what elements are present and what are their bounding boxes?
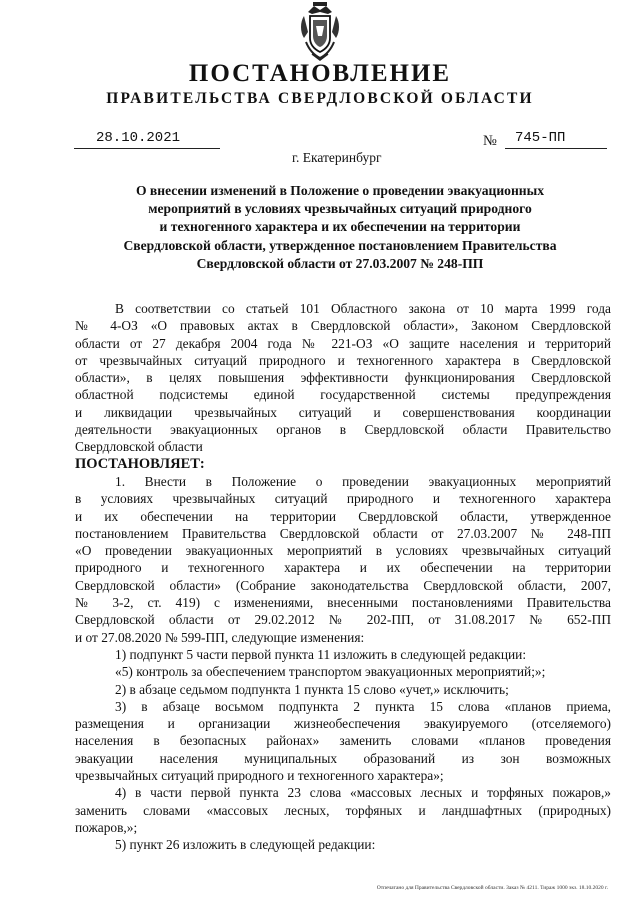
text-line: заменить словами «массовых лесных, торфяных и ландшафтных (природных) bbox=[75, 802, 611, 818]
document-body bbox=[75, 300, 611, 854]
text-line: и ликвидации чрезвычайных ситуаций и совершенствования координации bbox=[75, 404, 611, 420]
text-line: области», в целях повышения эффективности функционирования Свердловской bbox=[75, 370, 611, 386]
city-label: г. Екатеринбург bbox=[292, 150, 382, 165]
decree-keyword: ПОСТАНОВЛЯЕТ: bbox=[75, 455, 205, 472]
subitem-2: 2) в абзаце седьмом подпункта 1 пункта 15 слово «учет,» исключить; bbox=[115, 681, 509, 697]
text-line: эвакуации населения муниципальных образований из зон возможных bbox=[75, 750, 611, 766]
title-line: и техногенного характера и их обеспечении на территории bbox=[159, 219, 521, 235]
text-line: 1. Внести в Положение о проведении эвакуационных мероприятий bbox=[115, 473, 611, 489]
text-line: 3) в абзаце восьмом подпункта 2 пункта 15 слова «планов приема, bbox=[115, 698, 611, 714]
text-line: В соответствии со статьей 101 Областного закона от 10 марта 1999 года bbox=[115, 301, 611, 316]
text-line: от чрезвычайных ситуаций природного и техногенного характера в Свердловской bbox=[75, 352, 611, 368]
document-number: 745-ПП bbox=[515, 130, 566, 146]
text-line: 4) в части первой пункта 23 слова «массовых лесных и торфяных пожаров,» bbox=[115, 785, 611, 801]
text-line: областной подсистемы единой государственной системы предупреждения bbox=[75, 387, 611, 403]
number-sign: № bbox=[483, 133, 497, 149]
text-line: Свердловской области bbox=[75, 439, 203, 455]
text-line: и от 27.08.2020 № 599-ПП, следующие изменения: bbox=[75, 629, 365, 645]
preamble-paragraph bbox=[75, 300, 611, 456]
item-1-paragraph bbox=[75, 473, 611, 646]
text-line: постановлением Правительства Свердловской области от 27.03.2007 № 248-ПП bbox=[75, 525, 611, 541]
document-type-heading: ПОСТАНОВЛЕНИЕ bbox=[188, 60, 452, 87]
coat-of-arms-icon bbox=[298, 2, 342, 62]
document-date: 28.10.2021 bbox=[96, 130, 181, 146]
subitem-1: 1) подпункт 5 части первой пункта 11 изложить в следующей редакции: bbox=[115, 646, 527, 662]
text-line: населения в безопасных районах» заменить словами «планов проведения bbox=[75, 733, 611, 749]
title-line: Свердловской области от 27.03.2007 № 248-ПП bbox=[196, 255, 484, 271]
text-line: природного и техногенного характера и их обеспечении на территории bbox=[75, 560, 611, 576]
issuer-heading: ПРАВИТЕЛЬСТВА СВЕРДЛОВСКОЙ ОБЛАСТИ bbox=[106, 90, 534, 107]
title-line: О внесении изменений в Положение о проведении эвакуационных bbox=[135, 183, 545, 198]
title-line: мероприятий в условиях чрезвычайных ситуаций природного bbox=[148, 201, 532, 217]
print-imprint: Отпечатано для Правительства Свердловской области. Заказ № 4211. Тираж 1000 экз. 18.10.2020 г. bbox=[376, 885, 608, 891]
text-line: Свердловской области» (Собрание законодательства Свердловской области, 2007, bbox=[75, 577, 611, 593]
text-line: Свердловской области от 29.02.2012 № 202-ПП, от 31.08.2017 № 652-ПП bbox=[75, 612, 611, 628]
subitem-5: 5) пункт 26 изложить в следующей редакции: bbox=[115, 837, 376, 853]
number-field bbox=[505, 130, 607, 149]
text-line: № 4-ОЗ «О правовых актах в Свердловской области», Законом Свердловской bbox=[75, 318, 611, 334]
text-line: размещения и организации жизнеобеспечения эвакуируемого (отселяемого) bbox=[75, 716, 611, 732]
subitem-3 bbox=[75, 698, 611, 784]
subitem-1-quote: «5) контроль за обеспечением транспортом эвакуационных мероприятий;»; bbox=[115, 664, 546, 680]
text-line: в условиях чрезвычайных ситуаций природного и техногенного характера bbox=[75, 491, 611, 507]
text-line: чрезвычайных ситуаций природного и техногенного характера»; bbox=[75, 768, 444, 784]
subitem-4 bbox=[75, 784, 611, 836]
date-field bbox=[74, 130, 220, 149]
text-line: пожаров,»; bbox=[75, 819, 138, 835]
document-title bbox=[0, 182, 640, 273]
text-line: «О проведении эвакуационных мероприятий в условиях чрезвычайных ситуаций bbox=[75, 543, 611, 559]
title-line: Свердловской области, утвержденное постановлением Правительства bbox=[123, 237, 557, 253]
text-line: № 3-2, ст. 419) с изменениями, внесенными постановлениями Правительства bbox=[75, 595, 611, 611]
text-line: и их обеспечении на территории Свердловской области, утвержденное bbox=[75, 508, 611, 524]
text-line: области от 27 декабря 2004 года № 221-ОЗ «О защите населения и территорий bbox=[75, 335, 611, 351]
text-line: деятельности эвакуационных органов в Свердловской области Правительство bbox=[75, 422, 611, 438]
